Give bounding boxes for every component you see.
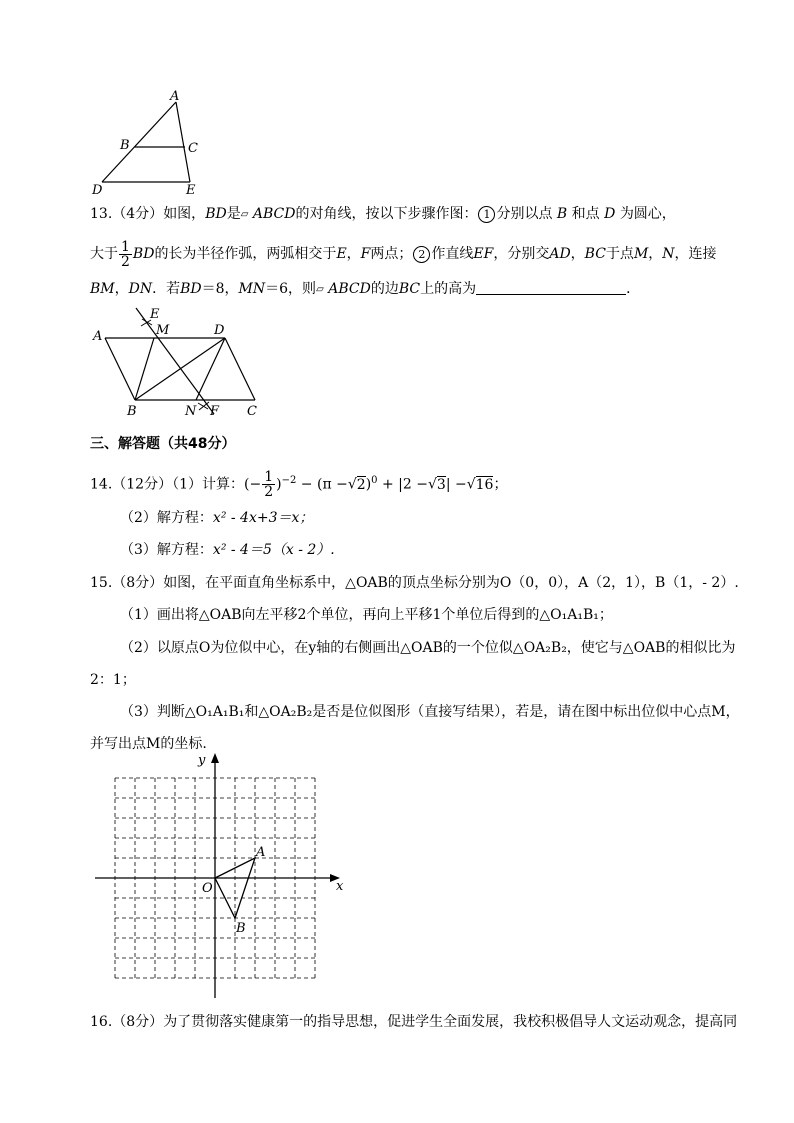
q15-line-2: （1）画出将△OAB向左平移2个单位，再向上平移1个单位后得到的△O₁A₁B₁； <box>120 607 613 623</box>
label-D: D <box>214 323 225 338</box>
q15-line-5: （3）判断△O₁A₁B₁和△OA₂B₂是否是位似图形（直接写结果），若是，请在图中标出位似中心点M， <box>120 704 740 720</box>
label-B: B <box>236 921 246 936</box>
parallelogram-symbol: ▱ <box>240 209 249 220</box>
fraction-half: $\frac{1}{2}$ <box>121 238 130 270</box>
q13-line-3: BM，DN．若BD＝8，MN＝6，则▱ ABCD的边BC上的高为 ． <box>90 281 641 297</box>
label-A: A <box>256 845 266 860</box>
q14-line-1: 14.（12分）（1）计算：(− $\frac{1}{2}$ )$^{-2} - (\pi -√2)^0 + |2 -√3| -√16$； <box>90 469 508 501</box>
step-2-mark: 2 <box>413 246 430 263</box>
step-1-mark: 1 <box>478 206 495 223</box>
label-B: B <box>127 404 137 419</box>
label-D: D <box>92 183 103 198</box>
triangle-OAB <box>215 858 255 918</box>
label-F: F <box>210 404 220 419</box>
answer-blank[interactable] <box>476 280 626 295</box>
x-axis-label: x <box>336 879 344 894</box>
label-N: N <box>185 404 197 419</box>
fraction-half: $\frac{1}{2}$ <box>264 469 274 501</box>
coordinate-grid <box>90 750 350 1000</box>
q13-line-2: 大于 $\frac{1}{2}$ BD的长为半径作弧，两弧相交于E，F两点； 2 作直线EF，分别交AD，BC于点M，N，连接 <box>90 238 717 270</box>
question-number: 13. <box>90 206 113 222</box>
q15-line-1: 15.（8分）如图，在平面直角坐标系中，△OAB的顶点坐标分别为O（0，0），A（2，1），B（1，- 2）. <box>90 575 739 591</box>
q14-line-3: （3）解方程：x² - 4＝5（x - 2）. <box>120 542 335 558</box>
label-E: E <box>186 183 196 198</box>
y-axis-label: y <box>198 753 206 768</box>
label-E: E <box>150 307 160 322</box>
figure-triangle-q12 <box>90 90 220 200</box>
figure-parallelogram-q13 <box>90 302 280 420</box>
q13-line-1: 13.（4分）如图，BD是▱ ABCD的对角线，按以下步骤作图： 1 分别以点 B 和点 D 为圆心， <box>90 206 676 222</box>
label-A: A <box>93 329 103 344</box>
q16-line-1: 16.（8分）为了贯彻落实健康第一的指导思想，促进学生全面发展，我校积极倡导人文运动观念，提高同 <box>90 1014 738 1030</box>
question-score: （4分） <box>112 206 164 222</box>
label-M: M <box>156 323 170 338</box>
q15-line-6: 并写出点M的坐标. <box>90 736 207 752</box>
label-C: C <box>188 141 198 156</box>
section-heading: 三、解答题（共48分） <box>90 436 236 452</box>
label-B: B <box>120 138 130 153</box>
label-A: A <box>170 90 180 104</box>
label-C: C <box>247 404 257 419</box>
q14-line-2: （2）解方程：x² - 4x+3＝x； <box>120 510 314 526</box>
q15-line-3: （2）以原点O为位似中心，在y轴的右侧画出△OAB的一个位似△OA₂B₂，使它与△OAB的相似比为 <box>120 640 736 656</box>
q15-line-4: 2：1； <box>90 672 136 688</box>
y-axis-arrow <box>211 753 219 763</box>
label-O: O <box>202 881 213 896</box>
